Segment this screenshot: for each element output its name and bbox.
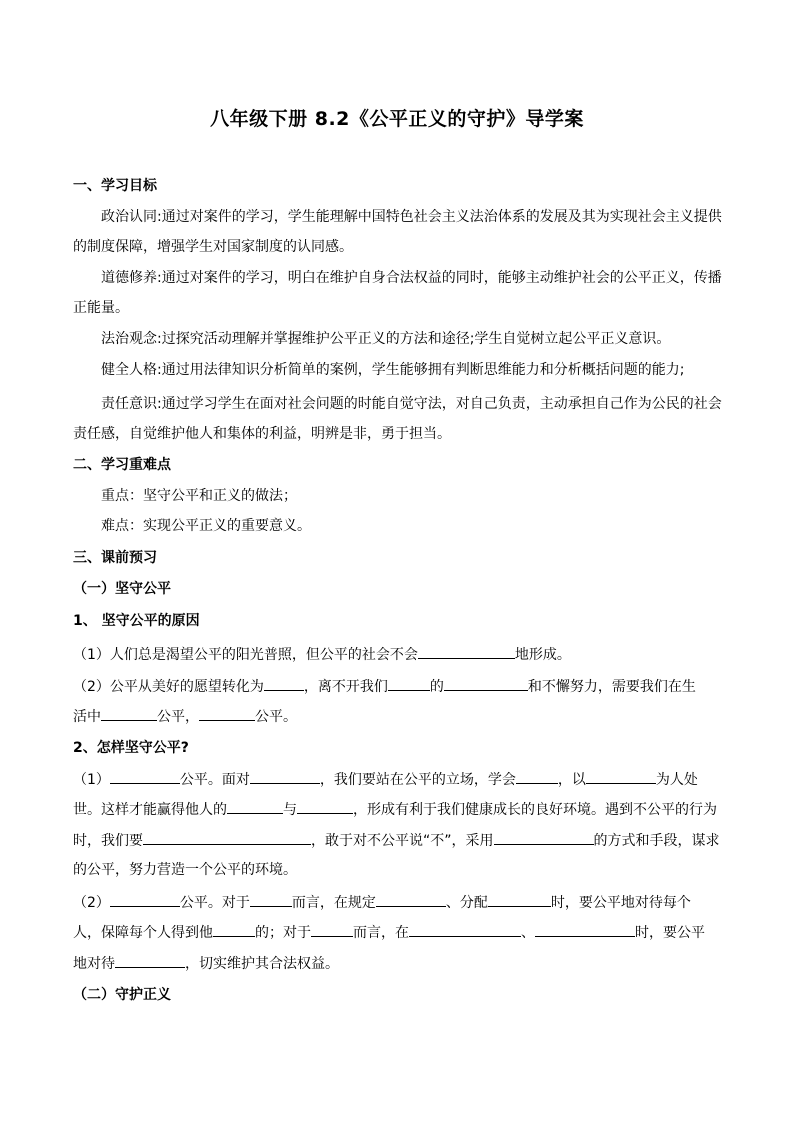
blank[interactable]: [311, 922, 353, 937]
question-2-heading: 2、怎样坚守公平?: [73, 740, 189, 756]
blank[interactable]: [101, 706, 157, 721]
question-1-heading: 1、 坚守公平的原因: [73, 613, 200, 629]
objective-moral-cont: 正能量。: [73, 300, 129, 316]
blank[interactable]: [488, 892, 551, 907]
q1-line-2: （2）公平从美好的愿望转化为 ，离不开我们 的 和不懈努力，需要我们在生: [73, 676, 696, 697]
q1-line-3: 活中 公平， 公平。: [73, 706, 297, 727]
q2-line-3: 时，我们要 ，敢于对不公平说“不”，采用 的方式和手段，谋求: [73, 830, 720, 851]
q2-line-5: （2） 公平。对于 而言，在规定 、分配 时，要公平地对待每个: [73, 892, 691, 913]
blank[interactable]: [264, 676, 304, 691]
blank[interactable]: [586, 769, 656, 784]
objective-responsibility-cont: 责任感，自觉维护他人和集体的利益，明辨是非，勇于担当。: [73, 426, 451, 442]
blank[interactable]: [110, 769, 180, 784]
objective-political: 政治认同:通过对案件的学习，学生能理解中国特色社会主义法治体系的发展及其为实现社会主义提供: [101, 209, 722, 225]
blank[interactable]: [213, 922, 255, 937]
blank[interactable]: [418, 644, 515, 659]
blank[interactable]: [535, 922, 635, 937]
blank[interactable]: [376, 892, 446, 907]
blank[interactable]: [409, 922, 521, 937]
difficult-point: 难点：实现公平正义的重要意义。: [101, 518, 311, 534]
page-title: 八年级下册 8.2《公平正义的守护》导学案: [210, 108, 584, 130]
blank[interactable]: [516, 769, 558, 784]
key-point: 重点：坚守公平和正义的做法；: [101, 488, 297, 504]
q1-line-1: （1）人们总是渴望公平的阳光普照，但公平的社会不会 地形成。: [73, 644, 571, 665]
subsection-fairness: （一）坚守公平: [73, 581, 171, 597]
q2-line-7: 地对待 ，切实维护其合法权益。: [73, 953, 339, 974]
blank[interactable]: [297, 799, 353, 814]
blank[interactable]: [115, 953, 185, 968]
section-2-heading: 二、学习重难点: [73, 457, 171, 473]
blank[interactable]: [227, 799, 283, 814]
objective-law: 法治观念:过探究活动理解并掌握维护公平正义的方法和途径;学生自觉树立起公平正义意识。: [101, 331, 671, 347]
objective-personality: 健全人格:通过用法律知识分析简单的案例，学生能够拥有判断思维能力和分析概括问题的能力;: [101, 362, 685, 378]
blank[interactable]: [250, 769, 320, 784]
blank[interactable]: [110, 892, 180, 907]
subsection-justice: （二）守护正义: [73, 987, 171, 1003]
objective-responsibility: 责任意识:通过学习学生在面对社会问题的时能自觉守法，对自己负责，主动承担自己作为公民的社会: [101, 396, 722, 412]
blank[interactable]: [494, 830, 594, 845]
objective-moral: 道德修养:通过对案件的学习，明白在维护自身合法权益的同时，能够主动维护社会的公平正义，传播: [101, 270, 722, 286]
blank[interactable]: [444, 676, 528, 691]
blank[interactable]: [199, 706, 255, 721]
blank[interactable]: [388, 676, 430, 691]
q2-line-2: 世。这样才能赢得他人的 与 ，形成有利于我们健康成长的良好环境。遇到不公平的行为: [73, 799, 717, 820]
blank[interactable]: [250, 892, 292, 907]
blank[interactable]: [143, 830, 311, 845]
objective-political-cont: 的制度保障，增强学生对国家制度的认同感。: [73, 239, 353, 255]
section-3-heading: 三、课前预习: [73, 550, 157, 566]
section-1-heading: 一、学习目标: [73, 178, 157, 194]
q2-line-4: 的公平，努力营造一个公平的环境。: [73, 862, 297, 878]
q2-line-1: （1） 公平。面对 ，我们要站在公平的立场，学会 ，以 为人处: [73, 769, 698, 790]
q2-line-6: 人，保障每个人得到他 的；对于 而言，在 、 时，要公平: [73, 922, 705, 943]
